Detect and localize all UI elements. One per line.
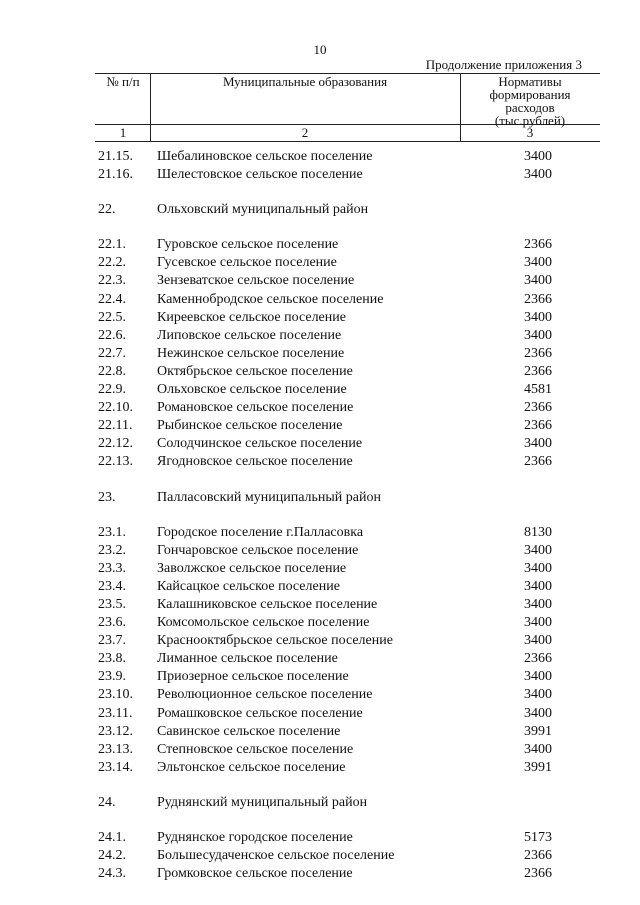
row-number: 24.1. xyxy=(98,829,126,845)
table-row xyxy=(0,723,640,741)
row-number: 24. xyxy=(98,794,116,810)
table-row xyxy=(0,686,640,704)
table-row xyxy=(0,327,640,345)
municipality-name: Степновское сельское поселение xyxy=(157,741,354,757)
municipality-name: Заволжское сельское поселение xyxy=(157,560,347,576)
table-row xyxy=(0,417,640,435)
row-number: 23.11. xyxy=(98,705,133,721)
municipality-name: Ромашковское сельское поселение xyxy=(157,705,363,721)
norm-value: 3400 xyxy=(524,560,552,576)
table-row xyxy=(0,614,640,632)
norm-value: 2366 xyxy=(524,651,552,667)
municipality-name: Липовское сельское поселение xyxy=(157,327,342,343)
table-row xyxy=(0,345,640,363)
norm-value: 3400 xyxy=(524,741,552,757)
municipality-name: Шелестовское сельское поселение xyxy=(157,167,363,183)
municipality-name: Кайсацкое сельское поселение xyxy=(157,578,340,594)
municipality-name: Большесудаченское сельское поселение xyxy=(157,848,395,863)
table-row xyxy=(0,166,640,184)
norm-value: 3400 xyxy=(524,615,552,630)
row-number: 23. xyxy=(98,489,116,505)
row-number: 23.7. xyxy=(98,633,126,649)
table-row xyxy=(0,829,640,847)
page-number: 10 xyxy=(313,42,327,57)
row-number: 22.1. xyxy=(98,237,126,253)
table-row xyxy=(0,596,640,614)
row-number: 22.4. xyxy=(98,291,126,307)
row-number: 23.6. xyxy=(98,615,126,630)
row-number: 22.12. xyxy=(98,436,133,452)
municipality-name: Ольховский муниципальный район xyxy=(157,202,369,218)
municipality-name: Краснооктябрьское сельское поселение xyxy=(157,633,393,649)
norm-value: 3400 xyxy=(524,542,552,558)
table-row xyxy=(0,399,640,417)
row-number: 22.8. xyxy=(98,363,126,379)
municipality-name: Гончаровское сельское поселение xyxy=(157,542,359,558)
norm-value: 3400 xyxy=(524,149,552,164)
table-row xyxy=(0,542,640,560)
row-number: 23.5. xyxy=(98,596,126,612)
norm-value: 3400 xyxy=(524,327,552,343)
norm-value: 2366 xyxy=(524,363,552,379)
norm-value: 2366 xyxy=(524,848,552,863)
municipality-name: Лиманное сельское поселение xyxy=(157,651,338,667)
row-number: 22.6. xyxy=(98,327,126,343)
municipality-name: Солодчинское сельское поселение xyxy=(157,436,363,452)
column-number-3: 3 xyxy=(526,125,534,140)
municipality-name: Приозерное сельское поселение xyxy=(157,669,349,685)
row-number: 22.13. xyxy=(98,454,133,470)
municipality-name: Громковское сельское поселение xyxy=(157,866,353,882)
norm-value: 2366 xyxy=(524,454,552,470)
header-col-norms xyxy=(460,75,600,127)
column-number-2: 2 xyxy=(301,125,309,140)
municipality-name: Руднянское городское поселение xyxy=(157,829,353,845)
norm-value: 5173 xyxy=(524,829,552,845)
row-number: 22.2. xyxy=(98,255,126,271)
norm-value: 8130 xyxy=(524,524,552,540)
row-number: 23.4. xyxy=(98,578,126,594)
norm-value: 3400 xyxy=(524,273,552,289)
row-number: 22. xyxy=(98,202,116,218)
header-norms-line: Нормативы xyxy=(498,74,562,89)
header-bottom-rule xyxy=(95,141,600,142)
table-row xyxy=(0,309,640,327)
row-number: 23.8. xyxy=(98,651,126,667)
row-number: 23.3. xyxy=(98,560,126,576)
norm-value: 2366 xyxy=(524,237,552,253)
table-row xyxy=(0,291,640,309)
row-number: 22.5. xyxy=(98,309,126,325)
table-row xyxy=(0,578,640,596)
municipality-name: Нежинское сельское поселение xyxy=(157,345,345,361)
table-row xyxy=(0,254,640,272)
table-row xyxy=(0,363,640,381)
table-row xyxy=(0,272,640,290)
norm-value: 3400 xyxy=(524,255,552,271)
column-number-1: 1 xyxy=(119,125,127,140)
row-number: 23.2. xyxy=(98,542,126,558)
table-row xyxy=(0,435,640,453)
row-number: 21.16. xyxy=(98,167,133,183)
norm-value: 4581 xyxy=(524,382,552,397)
municipality-name: Ольховское сельское поселение xyxy=(157,382,347,397)
municipality-name: Шебалиновское сельское поселение xyxy=(157,149,373,164)
municipality-name: Зензеватское сельское поселение xyxy=(157,273,355,289)
district-row xyxy=(0,794,640,812)
continuation-note: Продолжение приложения 3 xyxy=(425,57,582,72)
table-row xyxy=(0,668,640,686)
header-norms-line: расходов xyxy=(505,100,555,115)
header-norms-line: (тыс.рублей) xyxy=(494,113,566,128)
norm-value: 2366 xyxy=(524,291,552,307)
row-number: 23.14. xyxy=(98,759,133,775)
norm-value: 3400 xyxy=(524,669,552,685)
norm-value: 3400 xyxy=(524,633,552,649)
municipality-name: Романовское сельское поселение xyxy=(157,400,354,416)
municipality-name: Октябрьское сельское поселение xyxy=(157,363,353,379)
norm-value: 3400 xyxy=(524,687,552,703)
municipality-name: Городское поселение г.Палласовка xyxy=(157,524,364,540)
header-col-municipality: Муниципальные образования xyxy=(222,74,388,89)
row-number: 23.13. xyxy=(98,741,133,757)
municipality-name: Ягодновское сельское поселение xyxy=(157,454,353,470)
row-number: 24.2. xyxy=(98,848,126,863)
row-number: 22.9. xyxy=(98,382,126,397)
table-row xyxy=(0,705,640,723)
norm-value: 3400 xyxy=(524,578,552,594)
norm-value: 3991 xyxy=(524,723,552,739)
table-row xyxy=(0,759,640,777)
municipality-name: Калашниковское сельское поселение xyxy=(157,596,378,612)
municipality-name: Эльтонское сельское поселение xyxy=(157,759,346,775)
norm-value: 3400 xyxy=(524,596,552,612)
municipality-name: Гусевское сельское поселение xyxy=(157,255,337,271)
row-number: 24.3. xyxy=(98,866,126,882)
norm-value: 2366 xyxy=(524,418,552,434)
table-row xyxy=(0,560,640,578)
header-col-number: № п/п xyxy=(106,74,140,89)
norm-value: 3400 xyxy=(524,705,552,721)
norm-value: 3400 xyxy=(524,309,552,325)
norm-value: 3400 xyxy=(524,167,552,183)
table-row xyxy=(0,847,640,865)
row-number: 23.10. xyxy=(98,687,133,703)
norm-value: 3991 xyxy=(524,759,552,775)
row-number: 22.10. xyxy=(98,400,133,416)
municipality-name: Рыбинское сельское поселение xyxy=(157,418,343,434)
norm-value: 2366 xyxy=(524,345,552,361)
municipality-name: Палласовский муниципальный район xyxy=(157,489,381,505)
municipality-name: Революционное сельское поселение xyxy=(157,687,373,703)
table-row xyxy=(0,865,640,883)
municipality-name: Комсомольское сельское поселение xyxy=(157,615,370,630)
table-row xyxy=(0,741,640,759)
district-row xyxy=(0,489,640,507)
table-row xyxy=(0,524,640,542)
norm-value: 2366 xyxy=(524,866,552,882)
municipality-name: Гуровское сельское поселение xyxy=(157,237,339,253)
norm-value: 2366 xyxy=(524,400,552,416)
table-row xyxy=(0,148,640,166)
table-row xyxy=(0,381,640,399)
norm-value: 3400 xyxy=(524,436,552,452)
table-row xyxy=(0,650,640,668)
row-number: 23.1. xyxy=(98,524,126,540)
header-norms-line: формирования xyxy=(489,87,571,102)
table-row xyxy=(0,453,640,471)
row-number: 23.12. xyxy=(98,723,133,739)
row-number: 22.7. xyxy=(98,345,126,361)
row-number: 23.9. xyxy=(98,669,126,685)
municipality-name: Савинское сельское поселение xyxy=(157,723,341,739)
row-number: 22.3. xyxy=(98,273,126,289)
municipality-name: Каменнобродское сельское поселение xyxy=(157,291,384,307)
municipality-name: Киреевское сельское поселение xyxy=(157,309,346,325)
table-row xyxy=(0,632,640,650)
municipality-name: Руднянский муниципальный район xyxy=(157,794,368,810)
district-row xyxy=(0,201,640,219)
table-row xyxy=(0,236,640,254)
row-number: 22.11. xyxy=(98,418,133,434)
row-number: 21.15. xyxy=(98,149,133,164)
